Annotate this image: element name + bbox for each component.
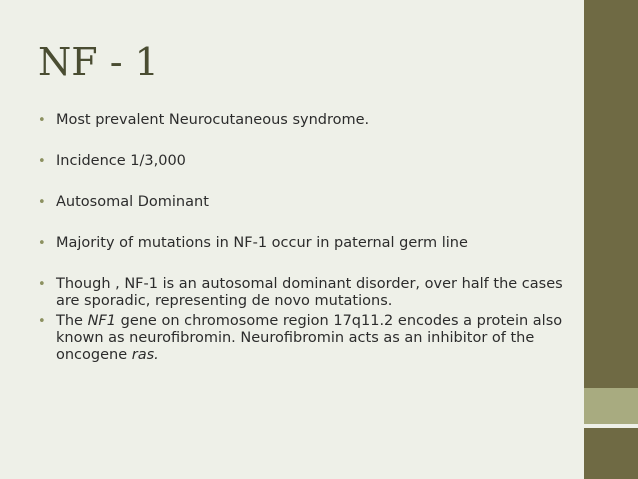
bullet-list [38, 112, 570, 364]
slide-title: NF - 1 [38, 40, 159, 84]
bullet-item [38, 112, 570, 129]
bullet-item [38, 276, 570, 310]
bullet-item [38, 194, 570, 211]
bullet-marker-icon: • [38, 236, 46, 251]
decorative-sidebar [584, 0, 638, 479]
bullet-marker-icon: • [38, 195, 46, 210]
bullet-text: Most prevalent Neurocutaneous syndrome. [56, 112, 370, 128]
sidebar-accent-tile [584, 388, 638, 424]
sidebar-band-top [584, 0, 638, 388]
bullet-item [38, 313, 570, 364]
bullet-item [38, 153, 570, 170]
bullet-marker-icon: • [38, 314, 46, 329]
bullet-text-pre: The [56, 313, 88, 329]
bullet-item [38, 235, 570, 252]
bullet-text: Majority of mutations in NF-1 occur in paternal germ line [56, 235, 468, 251]
bullet-marker-icon: • [38, 113, 46, 128]
sidebar-band-bottom [584, 428, 638, 479]
bullet-text: Incidence 1/3,000 [56, 153, 186, 169]
bullet-text-gene: NF1 [87, 313, 116, 329]
bullet-text: Though , NF-1 is an autosomal dominant disorder, over half the cases are sporadic, representing de novo mutations. [56, 276, 563, 309]
bullet-marker-icon: • [38, 277, 46, 292]
bullet-text: Autosomal Dominant [56, 194, 209, 210]
bullet-marker-icon: • [38, 154, 46, 169]
bullet-text-oncogene: ras. [131, 347, 159, 363]
bullet-text-mid: gene on chromosome region 17q11.2 encodes a protein also known as neurofibromin. Neurofibromin acts as an inhibitor of the oncogene [56, 313, 563, 363]
